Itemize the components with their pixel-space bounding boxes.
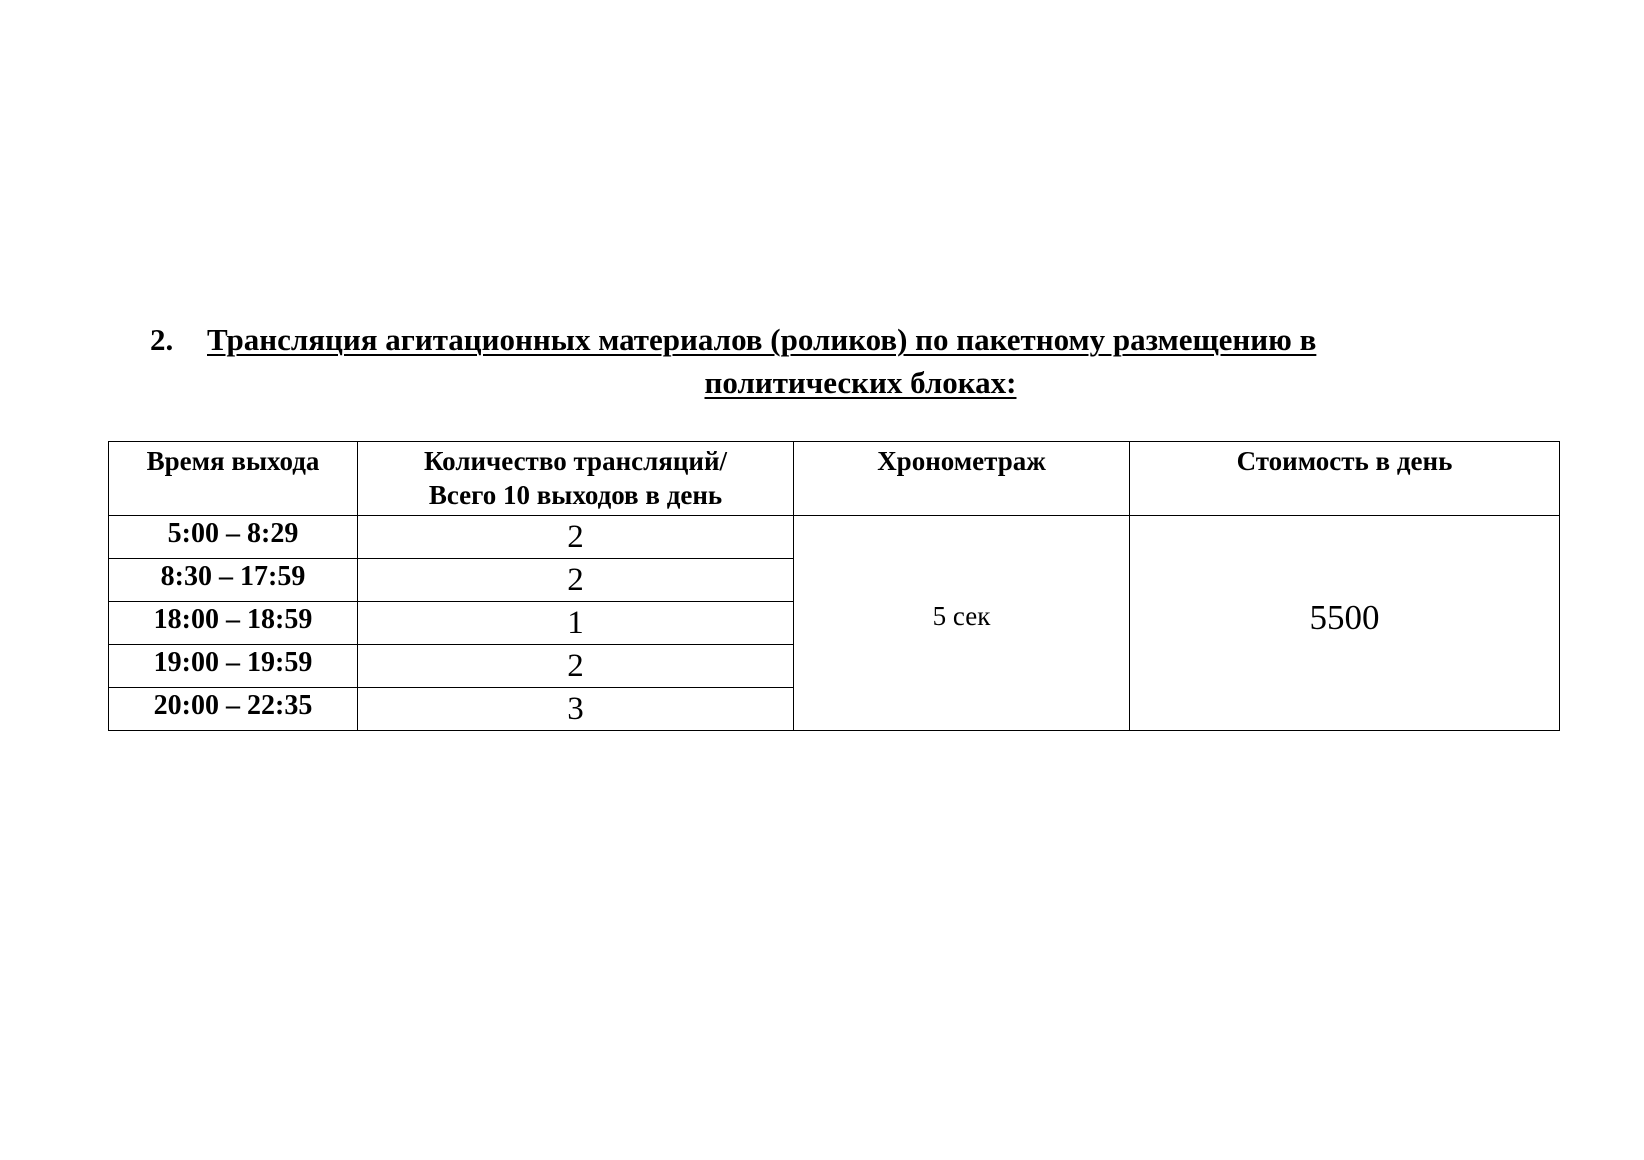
section-number: 2. [150,322,174,357]
count-cell: 2 [358,516,794,559]
cost-cell: 5500 [1130,516,1560,731]
heading-title-part-1: Трансляция агитационных материалов (роликов) по пакетному размещению в [207,322,1317,357]
table-header-row [109,442,1560,516]
heading-line-2 [150,361,1514,404]
header-count-line-2: Всего 10 выходов в день [428,480,723,510]
time-cell: 5:00 – 8:29 [109,516,358,559]
duration-cell: 5 сек [794,516,1130,731]
count-cell: 1 [358,602,794,645]
section-heading [150,318,1514,404]
time-cell: 20:00 – 22:35 [109,688,358,731]
count-cell: 2 [358,559,794,602]
count-cell: 2 [358,645,794,688]
header-duration: Хронометраж [794,442,1130,516]
table-row [109,516,1560,559]
price-table [108,441,1560,731]
count-cell: 3 [358,688,794,731]
heading-title-part-2: политических блоках: [704,365,1017,400]
time-cell: 18:00 – 18:59 [109,602,358,645]
heading-line-1 [150,318,1514,361]
header-cost: Стоимость в день [1130,442,1560,516]
header-count [358,442,794,516]
time-cell: 8:30 – 17:59 [109,559,358,602]
header-time: Время выхода [109,442,358,516]
time-cell: 19:00 – 19:59 [109,645,358,688]
header-count-line-1: Количество трансляций/ [423,446,728,476]
